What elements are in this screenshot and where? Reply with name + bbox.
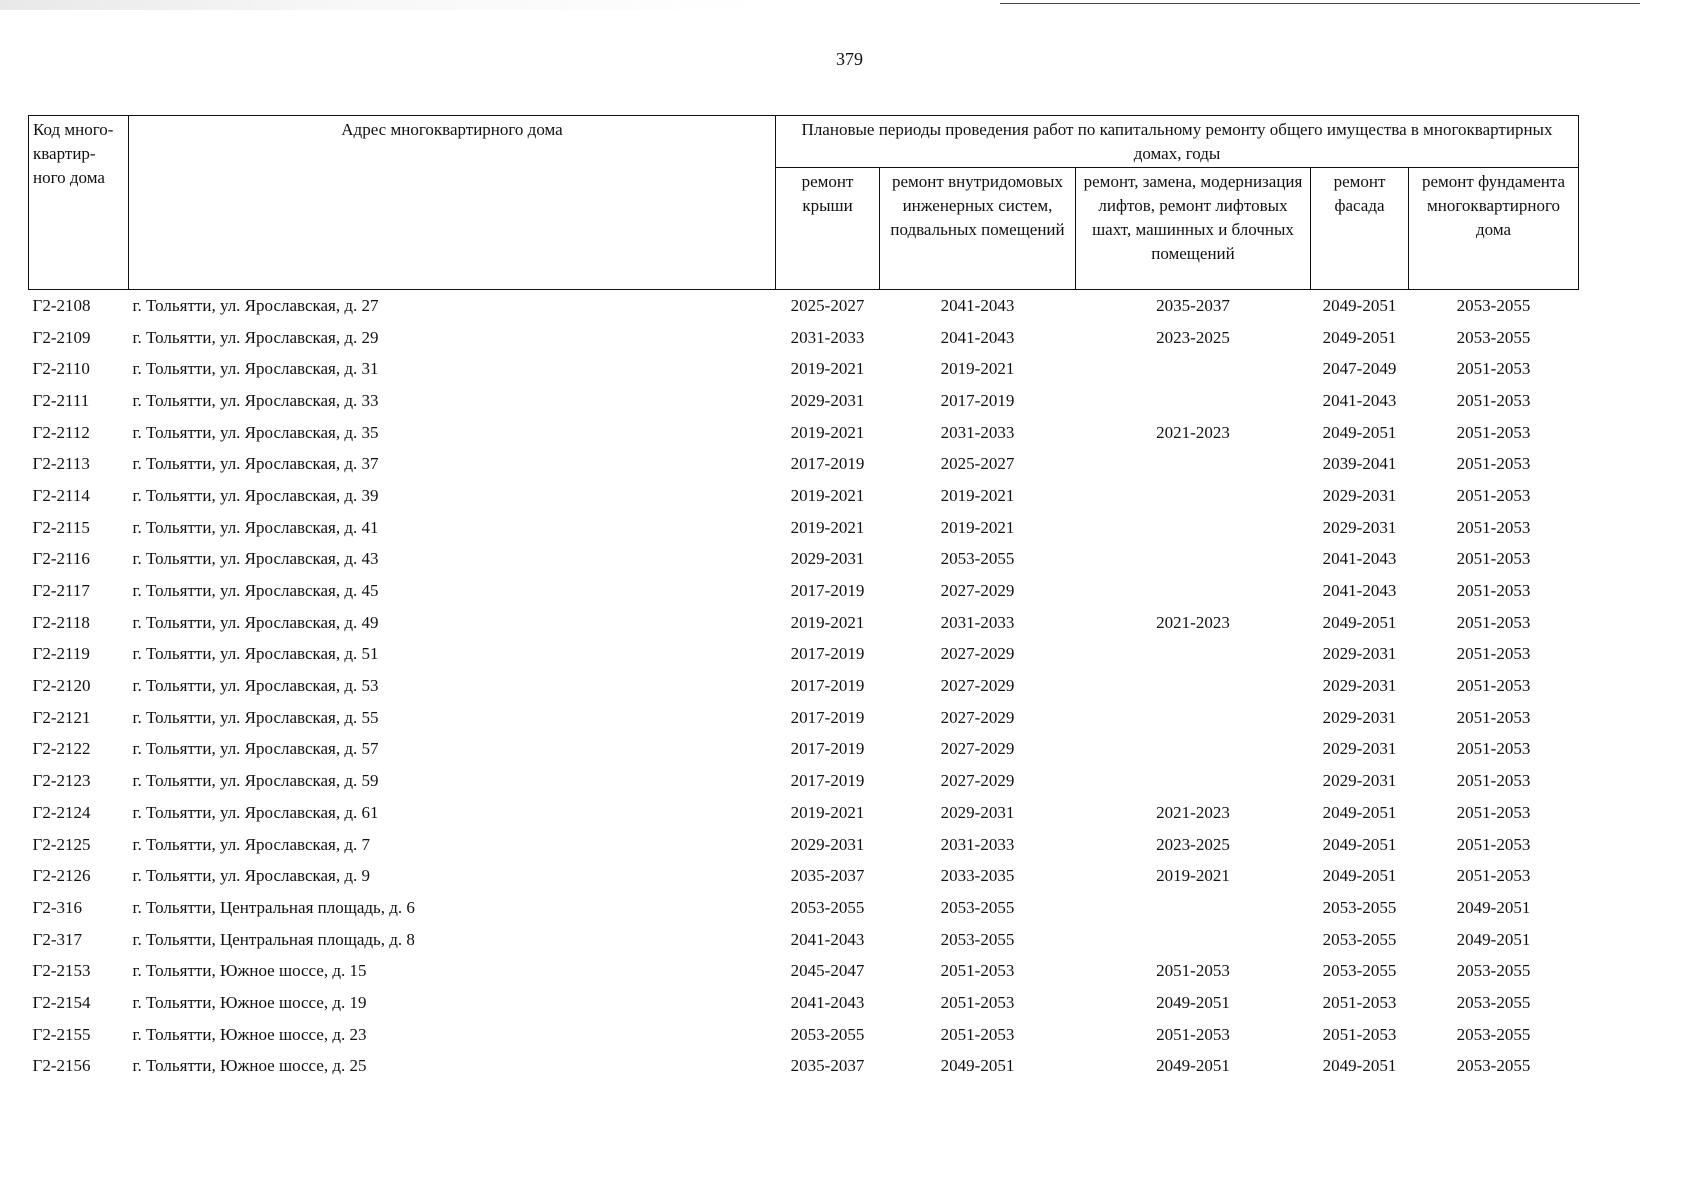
cell-facade: 2051-2053: [1322, 1024, 1397, 1044]
cell-systems: 2031-2033: [940, 834, 1015, 854]
cell-code: Г2-2120: [32, 676, 91, 696]
cell-foundation: 2051-2053: [1456, 739, 1531, 759]
cell-roof: 2029-2031: [790, 390, 865, 410]
cell-lifts: 2023-2025: [1156, 327, 1230, 347]
header-systems: ремонт внутридомовых инженерных систем, подвальных помещений: [880, 168, 1076, 290]
cell-foundation: 2053-2055: [1456, 961, 1531, 981]
table-row: [29, 607, 1579, 639]
cell-facade: 2029-2031: [1322, 676, 1397, 696]
cell-roof: 2019-2021: [790, 612, 865, 632]
scan-edge: [0, 0, 1699, 10]
cell-code: Г2-2112: [32, 422, 90, 442]
table-row: [29, 955, 1579, 987]
table-row: [29, 797, 1579, 829]
cell-code: Г2-2119: [32, 644, 90, 664]
header-roof: ремонт крыши: [776, 168, 880, 290]
cell-systems: 2053-2055: [940, 897, 1015, 917]
cell-facade: 2029-2031: [1322, 644, 1397, 664]
cell-roof: 2025-2027: [790, 295, 865, 315]
cell-foundation: 2051-2053: [1456, 359, 1531, 379]
cell-code: Г2-2154: [32, 992, 91, 1012]
cell-address: г. Тольятти, ул. Ярославская, д. 27: [132, 295, 379, 315]
cell-foundation: 2051-2053: [1456, 707, 1531, 727]
cell-address: г. Тольятти, ул. Ярославская, д. 57: [132, 739, 379, 759]
cell-systems: 2029-2031: [940, 802, 1015, 822]
cell-facade: 2049-2051: [1322, 295, 1397, 315]
cell-foundation: 2051-2053: [1456, 422, 1531, 442]
cell-roof: 2053-2055: [790, 1024, 865, 1044]
cell-lifts: 2049-2051: [1156, 1056, 1230, 1076]
table-header: [29, 116, 1579, 290]
cell-lifts: [1076, 892, 1311, 924]
cell-code: Г2-2115: [32, 517, 90, 537]
table-row: [29, 480, 1579, 512]
cell-systems: 2019-2021: [940, 517, 1015, 537]
cell-roof: 2031-2033: [790, 327, 865, 347]
cell-code: Г2-316: [32, 897, 82, 917]
cell-address: г. Тольятти, ул. Ярославская, д. 7: [132, 834, 371, 854]
cell-foundation: 2051-2053: [1456, 834, 1531, 854]
table-row: [29, 734, 1579, 766]
cell-code: Г2-2116: [32, 549, 90, 569]
cell-code: Г2-2109: [32, 327, 91, 347]
cell-foundation: 2049-2051: [1456, 897, 1531, 917]
cell-foundation: 2051-2053: [1456, 517, 1531, 537]
cell-foundation: 2051-2053: [1456, 802, 1531, 822]
cell-address: г. Тольятти, ул. Ярославская, д. 59: [132, 771, 379, 791]
cell-address: г. Тольятти, ул. Ярославская, д. 51: [132, 644, 379, 664]
cell-facade: 2041-2043: [1322, 581, 1397, 601]
cell-lifts: 2019-2021: [1156, 866, 1230, 886]
cell-lifts: [1076, 512, 1311, 544]
cell-facade: 2049-2051: [1322, 802, 1397, 822]
table-row: [29, 322, 1579, 354]
cell-address: г. Тольятти, ул. Ярославская, д. 33: [132, 390, 379, 410]
cell-address: г. Тольятти, Южное шоссе, д. 23: [132, 1024, 367, 1044]
cell-foundation: 2051-2053: [1456, 771, 1531, 791]
cell-lifts: [1076, 734, 1311, 766]
cell-code: Г2-2124: [32, 802, 91, 822]
table-row: [29, 575, 1579, 607]
cell-facade: 2049-2051: [1322, 422, 1397, 442]
cell-lifts: [1076, 448, 1311, 480]
cell-lifts: 2021-2023: [1156, 612, 1230, 632]
cell-address: г. Тольятти, ул. Ярославская, д. 53: [132, 676, 379, 696]
cell-code: Г2-2125: [32, 834, 91, 854]
cell-foundation: 2051-2053: [1456, 390, 1531, 410]
scan-edge-line: [1000, 3, 1640, 4]
cell-roof: 2017-2019: [790, 644, 865, 664]
cell-lifts: [1076, 702, 1311, 734]
header-facade: ремонт фасада: [1311, 168, 1409, 290]
cell-systems: 2027-2029: [940, 644, 1015, 664]
cell-foundation: 2051-2053: [1456, 676, 1531, 696]
cell-roof: 2019-2021: [790, 422, 865, 442]
cell-systems: 2053-2055: [940, 929, 1015, 949]
cell-lifts: [1076, 353, 1311, 385]
cell-systems: 2041-2043: [940, 327, 1015, 347]
table-row: [29, 1051, 1579, 1083]
cell-systems: 2027-2029: [940, 581, 1015, 601]
cell-address: г. Тольятти, ул. Ярославская, д. 55: [132, 707, 379, 727]
cell-systems: 2027-2029: [940, 676, 1015, 696]
cell-roof: 2017-2019: [790, 771, 865, 791]
table-row: [29, 892, 1579, 924]
cell-address: г. Тольятти, ул. Ярославская, д. 29: [132, 327, 379, 347]
cell-foundation: 2051-2053: [1456, 581, 1531, 601]
header-address: Адрес многоквартирного дома: [129, 116, 776, 290]
header-foundation: ремонт фундамента многоквартирного дома: [1409, 168, 1579, 290]
page-number: 379: [836, 49, 863, 69]
cell-address: г. Тольятти, ул. Ярославская, д. 49: [132, 612, 379, 632]
cell-systems: 2027-2029: [940, 771, 1015, 791]
cell-systems: 2025-2027: [940, 454, 1015, 474]
cell-systems: 2049-2051: [940, 1056, 1015, 1076]
cell-lifts: 2021-2023: [1156, 422, 1230, 442]
cell-address: г. Тольятти, ул. Ярославская, д. 35: [132, 422, 379, 442]
table-row: [29, 639, 1579, 671]
cell-code: Г2-2117: [32, 581, 90, 601]
header-lifts: ремонт, замена, модернизация лифтов, ремонт лифтовых шахт, машинных и блочных помещений: [1076, 168, 1311, 290]
cell-code: Г2-317: [32, 929, 82, 949]
cell-facade: 2049-2051: [1322, 612, 1397, 632]
table-row: [29, 765, 1579, 797]
cell-address: г. Тольятти, ул. Ярославская, д. 39: [132, 485, 379, 505]
table-row: [29, 860, 1579, 892]
cell-facade: 2051-2053: [1322, 992, 1397, 1012]
table-body: [29, 290, 1579, 1083]
cell-foundation: 2051-2053: [1456, 485, 1531, 505]
cell-address: г. Тольятти, ул. Ярославская, д. 9: [132, 866, 371, 886]
cell-roof: 2019-2021: [790, 517, 865, 537]
cell-foundation: 2053-2055: [1456, 992, 1531, 1012]
cell-facade: 2049-2051: [1322, 834, 1397, 854]
cell-roof: 2017-2019: [790, 454, 865, 474]
cell-systems: 2051-2053: [940, 1024, 1015, 1044]
cell-address: г. Тольятти, ул. Ярославская, д. 43: [132, 549, 379, 569]
cell-systems: 2033-2035: [940, 866, 1015, 886]
cell-roof: 2053-2055: [790, 897, 865, 917]
table-row: [29, 1019, 1579, 1051]
cell-lifts: 2021-2023: [1156, 802, 1230, 822]
cell-roof: 2035-2037: [790, 866, 865, 886]
cell-address: г. Тольятти, ул. Ярославская, д. 45: [132, 581, 379, 601]
cell-code: Г2-2111: [32, 390, 90, 410]
cell-address: г. Тольятти, ул. Ярославская, д. 37: [132, 454, 379, 474]
cell-lifts: [1076, 480, 1311, 512]
cell-systems: 2053-2055: [940, 549, 1015, 569]
cell-facade: 2053-2055: [1322, 929, 1397, 949]
cell-facade: 2029-2031: [1322, 739, 1397, 759]
cell-lifts: 2035-2037: [1156, 295, 1230, 315]
cell-code: Г2-2113: [32, 454, 90, 474]
cell-lifts: [1076, 639, 1311, 671]
cell-address: г. Тольятти, Южное шоссе, д. 19: [132, 992, 367, 1012]
cell-lifts: [1076, 670, 1311, 702]
cell-systems: 2027-2029: [940, 707, 1015, 727]
table-row: [29, 924, 1579, 956]
cell-systems: 2027-2029: [940, 739, 1015, 759]
cell-systems: 2019-2021: [940, 485, 1015, 505]
cell-foundation: 2051-2053: [1456, 644, 1531, 664]
table-row: [29, 448, 1579, 480]
cell-code: Г2-2108: [32, 295, 91, 315]
cell-code: Г2-2110: [32, 359, 90, 379]
cell-lifts: [1076, 385, 1311, 417]
table-row: [29, 702, 1579, 734]
table-row: [29, 670, 1579, 702]
table-row: [29, 353, 1579, 385]
cell-foundation: 2051-2053: [1456, 549, 1531, 569]
cell-roof: 2017-2019: [790, 676, 865, 696]
cell-lifts: 2023-2025: [1156, 834, 1230, 854]
cell-foundation: 2049-2051: [1456, 929, 1531, 949]
cell-address: г. Тольятти, ул. Ярославская, д. 31: [132, 359, 379, 379]
cell-code: Г2-2123: [32, 771, 91, 791]
cell-foundation: 2053-2055: [1456, 1056, 1531, 1076]
cell-roof: 2019-2021: [790, 802, 865, 822]
cell-roof: 2035-2037: [790, 1056, 865, 1076]
repair-schedule-table: [28, 115, 1579, 1082]
table-row: [29, 987, 1579, 1019]
cell-facade: 2041-2043: [1322, 390, 1397, 410]
cell-systems: 2051-2053: [940, 992, 1015, 1012]
cell-lifts: [1076, 575, 1311, 607]
table-row: [29, 290, 1579, 322]
cell-systems: 2041-2043: [940, 295, 1015, 315]
cell-facade: 2049-2051: [1322, 327, 1397, 347]
cell-facade: 2053-2055: [1322, 897, 1397, 917]
cell-foundation: 2051-2053: [1456, 866, 1531, 886]
cell-facade: 2029-2031: [1322, 517, 1397, 537]
header-code: Код много-квартир-ного дома: [29, 116, 129, 290]
cell-roof: 2017-2019: [790, 581, 865, 601]
cell-roof: 2017-2019: [790, 739, 865, 759]
cell-foundation: 2053-2055: [1456, 1024, 1531, 1044]
cell-foundation: 2053-2055: [1456, 327, 1531, 347]
cell-address: г. Тольятти, ул. Ярославская, д. 61: [132, 802, 379, 822]
cell-address: г. Тольятти, Центральная площадь, д. 8: [132, 929, 415, 949]
cell-code: Г2-2153: [32, 961, 91, 981]
table-row: [29, 385, 1579, 417]
cell-systems: 2031-2033: [940, 422, 1015, 442]
cell-facade: 2049-2051: [1322, 1056, 1397, 1076]
cell-lifts: 2051-2053: [1156, 961, 1230, 981]
cell-facade: 2029-2031: [1322, 707, 1397, 727]
cell-roof: 2045-2047: [790, 961, 865, 981]
cell-code: Г2-2121: [32, 707, 91, 727]
cell-systems: 2031-2033: [940, 612, 1015, 632]
cell-foundation: 2051-2053: [1456, 612, 1531, 632]
cell-address: г. Тольятти, Южное шоссе, д. 25: [132, 1056, 367, 1076]
cell-facade: 2039-2041: [1322, 454, 1397, 474]
cell-code: Г2-2122: [32, 739, 91, 759]
cell-lifts: [1076, 765, 1311, 797]
cell-lifts: [1076, 544, 1311, 576]
cell-foundation: 2053-2055: [1456, 295, 1531, 315]
cell-facade: 2049-2051: [1322, 866, 1397, 886]
cell-code: Г2-2114: [32, 485, 90, 505]
cell-facade: 2029-2031: [1322, 485, 1397, 505]
cell-systems: 2017-2019: [940, 390, 1015, 410]
cell-foundation: 2051-2053: [1456, 454, 1531, 474]
cell-roof: 2017-2019: [790, 707, 865, 727]
table-row: [29, 417, 1579, 449]
table-row: [29, 829, 1579, 861]
table-row: [29, 544, 1579, 576]
cell-code: Г2-2118: [32, 612, 90, 632]
cell-roof: 2029-2031: [790, 834, 865, 854]
table-row: [29, 512, 1579, 544]
cell-roof: 2019-2021: [790, 359, 865, 379]
cell-lifts: 2049-2051: [1156, 992, 1230, 1012]
cell-systems: 2019-2021: [940, 359, 1015, 379]
cell-address: г. Тольятти, Центральная площадь, д. 6: [132, 897, 415, 917]
header-periods: Плановые периоды проведения работ по капитальному ремонту общего имущества в многоквартирных домах, годы: [776, 116, 1579, 168]
cell-roof: 2041-2043: [790, 929, 865, 949]
cell-code: Г2-2155: [32, 1024, 91, 1044]
cell-roof: 2029-2031: [790, 549, 865, 569]
cell-facade: 2029-2031: [1322, 771, 1397, 791]
cell-address: г. Тольятти, ул. Ярославская, д. 41: [132, 517, 379, 537]
cell-code: Г2-2126: [32, 866, 91, 886]
cell-facade: 2053-2055: [1322, 961, 1397, 981]
cell-roof: 2041-2043: [790, 992, 865, 1012]
cell-address: г. Тольятти, Южное шоссе, д. 15: [132, 961, 367, 981]
cell-systems: 2051-2053: [940, 961, 1015, 981]
cell-code: Г2-2156: [32, 1056, 91, 1076]
cell-lifts: [1076, 924, 1311, 956]
cell-lifts: 2051-2053: [1156, 1024, 1230, 1044]
cell-roof: 2019-2021: [790, 485, 865, 505]
cell-facade: 2047-2049: [1322, 359, 1397, 379]
cell-facade: 2041-2043: [1322, 549, 1397, 569]
